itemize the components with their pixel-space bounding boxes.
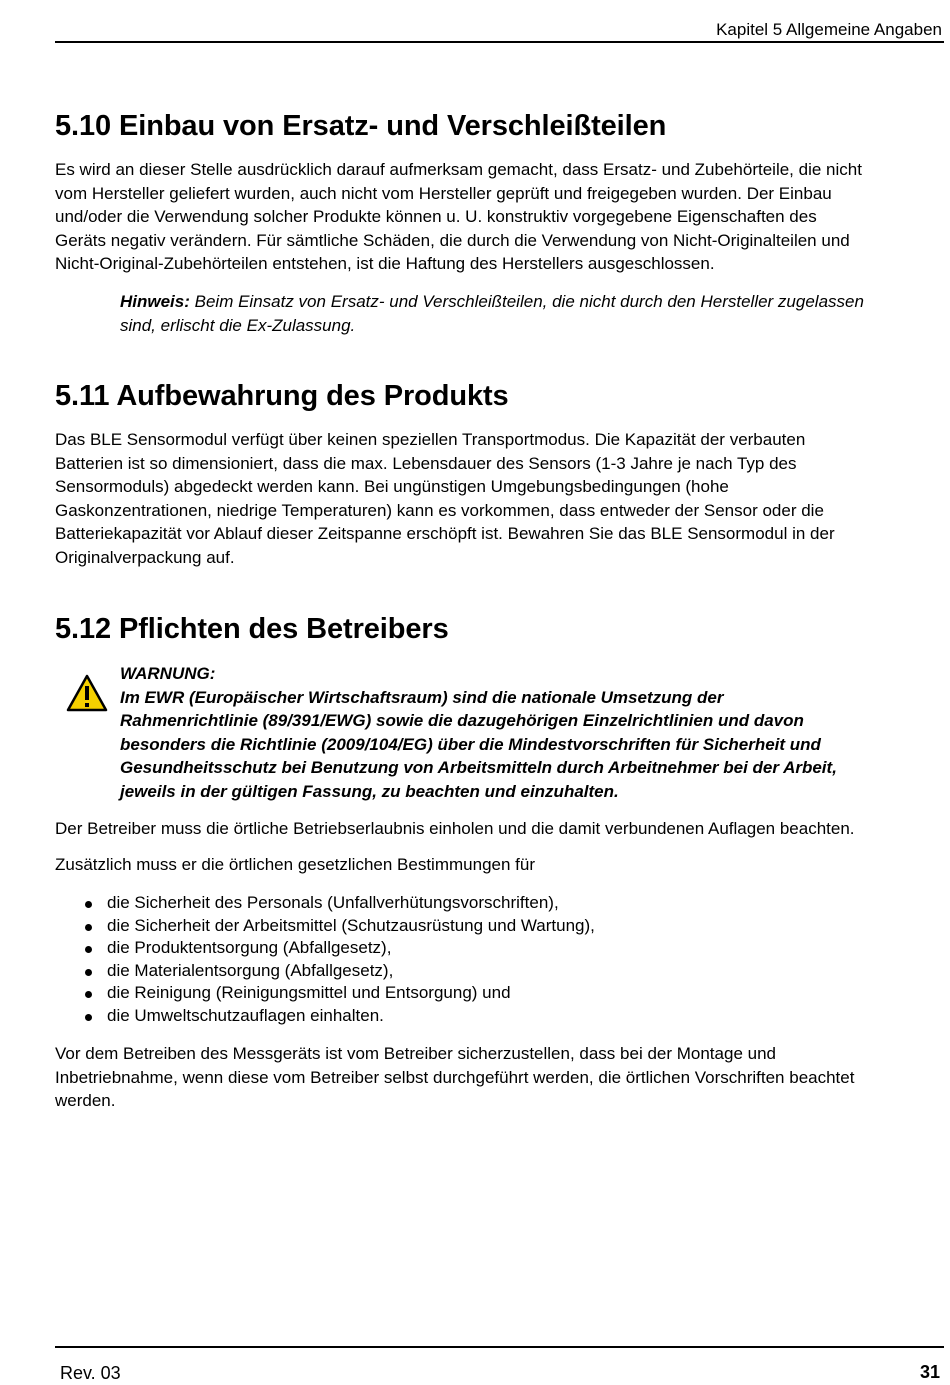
- footer-rule: [55, 1346, 944, 1348]
- warning-line: jeweils in der gültigen Fassung, zu beachten und einzuhalten.: [120, 781, 619, 801]
- bullet-icon: [85, 924, 92, 931]
- note-line: [120, 290, 935, 314]
- note-text: Beim Einsatz von Ersatz- und Verschleißteilen, die nicht durch den Hersteller zugelassen: [189, 292, 864, 311]
- section-5-11-title: 5.11 Aufbewahrung des Produkts: [55, 380, 509, 412]
- note-block: [120, 290, 935, 337]
- section-5-11-body: [55, 428, 933, 569]
- note-label: Hinweis:: [120, 292, 190, 311]
- bullet-icon: [85, 946, 92, 953]
- list-item: die Sicherheit der Arbeitsmittel (Schutzausrüstung und Wartung),: [80, 915, 595, 938]
- body-line: Das BLE Sensormodul verfügt über keinen speziellen Transportmodus. Die Kapazität der verbauten: [55, 430, 806, 449]
- body-line: Gaskonzentrationen, niedrige Temperaturen) kann es vorkommen, dass entweder der Sensor oder die: [55, 500, 824, 520]
- list-item: die Materialentsorgung (Abfallgesetz),: [80, 960, 595, 983]
- warning-block: [120, 662, 938, 803]
- warning-line: Im EWR (Europäischer Wirtschaftsraum) sind die nationale Umsetzung der: [120, 687, 724, 707]
- section-5-10-body: [55, 158, 933, 276]
- body-line: vom Hersteller geliefert wurden, auch nicht vom Hersteller geprüft und freigegeben wurden. Der Einbau: [55, 183, 832, 203]
- body-line: Es wird an dieser Stelle ausdrücklich darauf aufmerksam gemacht, dass Ersatz- und Zubehörteile, die nicht: [55, 160, 862, 179]
- section-5-12-title: 5.12 Pflichten des Betreibers: [55, 613, 449, 645]
- bullet-icon: [85, 901, 92, 908]
- warning-line: besonders die Richtlinie (2009/104/EG) über die Mindestvorschriften für Sicherheit und: [120, 734, 821, 754]
- body-line: werden.: [55, 1091, 116, 1110]
- bullet-icon: [85, 1014, 92, 1021]
- operator-paragraph: Der Betreiber muss die örtliche Betriebserlaubnis einholen und die damit verbundenen Auflagen beachten.: [55, 819, 855, 838]
- list-item: die Reinigung (Reinigungsmittel und Entsorgung) und: [80, 982, 595, 1005]
- body-line: Batterien ist so dimensioniert, dass die max. Lebensdauer des Sensors (1-3 Jahre je nach Typ des: [55, 453, 797, 473]
- note-line: sind, erlischt die Ex-Zulassung.: [120, 315, 356, 335]
- body-line: Batteriekapazität vor Ablauf dieser Zeitspanne erschöpft ist. Bewahren Sie das BLE Sensormodul in der: [55, 524, 835, 543]
- warning-line: Gesundheitsschutz bei Benutzung von Arbeitsmitteln durch Arbeitnehmer bei der Arbeit,: [120, 758, 837, 777]
- revision-label: Rev. 03: [60, 1363, 121, 1383]
- list-item: die Sicherheit des Personals (Unfallverhütungsvorschriften),: [80, 892, 595, 915]
- bullet-icon: [85, 969, 92, 976]
- body-line: Sensormoduls) abgedeckt werden kann. Bei ungünstigen Umgebungsbedingungen (hohe: [55, 477, 729, 496]
- header-rule: [55, 41, 944, 43]
- list-item: die Umweltschutzauflagen einhalten.: [80, 1005, 595, 1028]
- body-line: Nicht-Original-Zubehörteilen entstehen, ist die Haftung des Herstellers ausgeschlossen.: [55, 254, 715, 273]
- regulations-intro: Zusätzlich muss er die örtlichen gesetzlichen Bestimmungen für: [55, 855, 535, 874]
- warning-label: WARNUNG:: [120, 664, 216, 683]
- body-line: Geräts negativ verändern. Für sämtliche Schäden, die durch die Verwendung von Nicht-Originalteilen und: [55, 230, 850, 250]
- warning-triangle-icon: [66, 674, 108, 712]
- warning-line: Rahmenrichtlinie (89/391/EWG) sowie die dazugehörigen Einzelrichtlinien und davon: [120, 711, 804, 730]
- regulations-list: [80, 892, 595, 1027]
- body-line: Vor dem Betreiben des Messgeräts ist vom Betreiber sicherzustellen, dass bei der Montage und: [55, 1044, 776, 1063]
- list-item: die Produktentsorgung (Abfallgesetz),: [80, 937, 595, 960]
- section-5-10-title: 5.10 Einbau von Ersatz- und Verschleißteilen: [55, 110, 667, 142]
- body-line: und/oder die Verwendung solcher Produkte können u. U. konstruktiv vorgegebene Eigenschaften des: [55, 207, 817, 226]
- chapter-header: Kapitel 5 Allgemeine Angaben: [716, 20, 942, 39]
- final-paragraph: [55, 1042, 933, 1113]
- body-line: Inbetriebnahme, wenn diese vom Betreiber selbst durchgeführt werden, die örtlichen Vorschriften beachtet: [55, 1067, 855, 1087]
- page-number: 31: [919, 1362, 940, 1382]
- bullet-icon: [85, 991, 92, 998]
- body-line: Originalverpackung auf.: [55, 547, 235, 567]
